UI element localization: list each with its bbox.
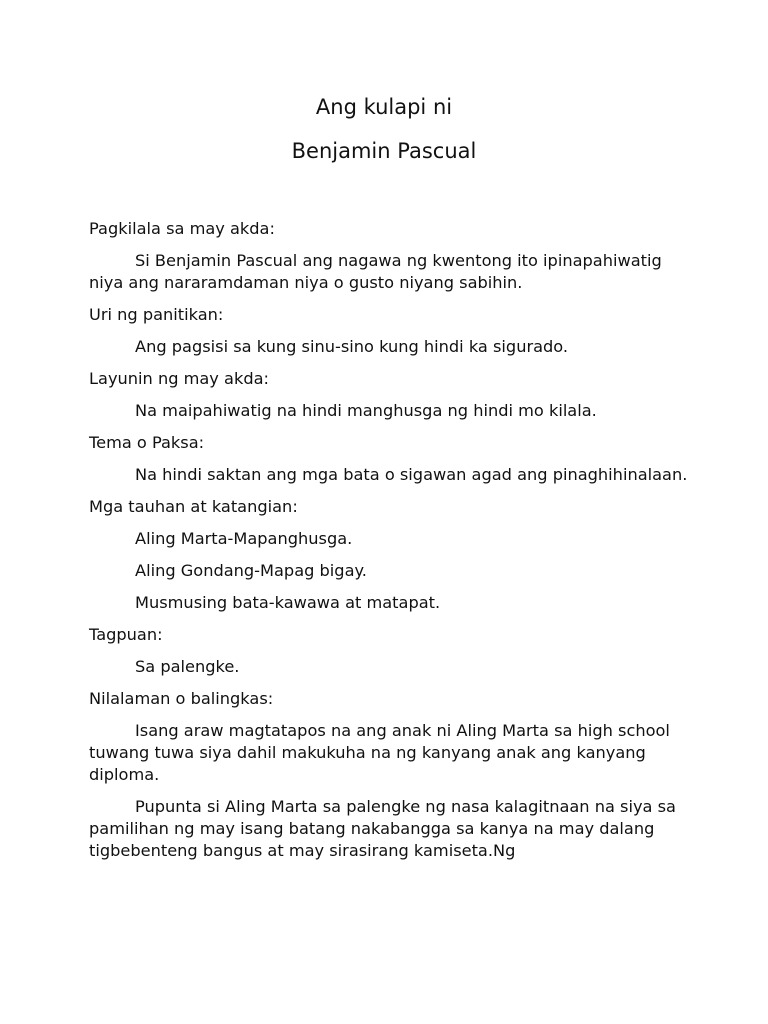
section-label-tema: Tema o Paksa: [89, 433, 205, 452]
section-label-nilalaman: Nilalaman o balingkas: [89, 689, 274, 708]
title-line-2: Benjamin Pascual [291, 139, 477, 163]
section-text-layunin: Na maipahiwatig na hindi manghusga ng hindi mo kilala. [135, 401, 597, 420]
section-label-uri: Uri ng panitikan: [89, 305, 224, 324]
section-text-tagpuan: Sa palengke. [135, 657, 240, 676]
section-text-uri: Ang pagsisi sa kung sinu-sino kung hindi ka sigurado. [135, 337, 569, 356]
character-item: Aling Gondang-Mapag bigay. [135, 561, 367, 580]
summary-paragraph: Pupunta si Aling Marta sa palengke ng nasa kalagitnaan na siya sa pamilihan ng may isang batang nakabangga sa kanya na may dalang tigbebenteng bangus at may sirasirang kamiseta.Ng [89, 797, 676, 860]
section-text-tema: Na hindi saktan ang mga bata o sigawan agad ang pinaghihinalaan. [135, 465, 688, 484]
section-label-layunin: Layunin ng may akda: [89, 369, 269, 388]
character-item: Musmusing bata-kawawa at matapat. [135, 593, 441, 612]
section-label-tauhan: Mga tauhan at katangian: [89, 497, 298, 516]
character-item: Aling Marta-Mapanghusga. [135, 529, 353, 548]
summary-paragraph: Isang araw magtatapos na ang anak ni Aling Marta sa high school tuwang tuwa siya dahil makukuha na ng kanyang anak ang kanyang diploma. [89, 721, 670, 784]
title-line-1: Ang kulapi ni [315, 95, 453, 119]
document-body [89, 218, 689, 872]
section-text-may-akda: Si Benjamin Pascual ang nagawa ng kwentong ito ipinapahiwatig niya ang nararamdaman niya o gusto niyang sabihin. [89, 251, 662, 292]
section-label-tagpuan: Tagpuan: [89, 625, 163, 644]
section-label-may-akda: Pagkilala sa may akda: [89, 219, 275, 238]
